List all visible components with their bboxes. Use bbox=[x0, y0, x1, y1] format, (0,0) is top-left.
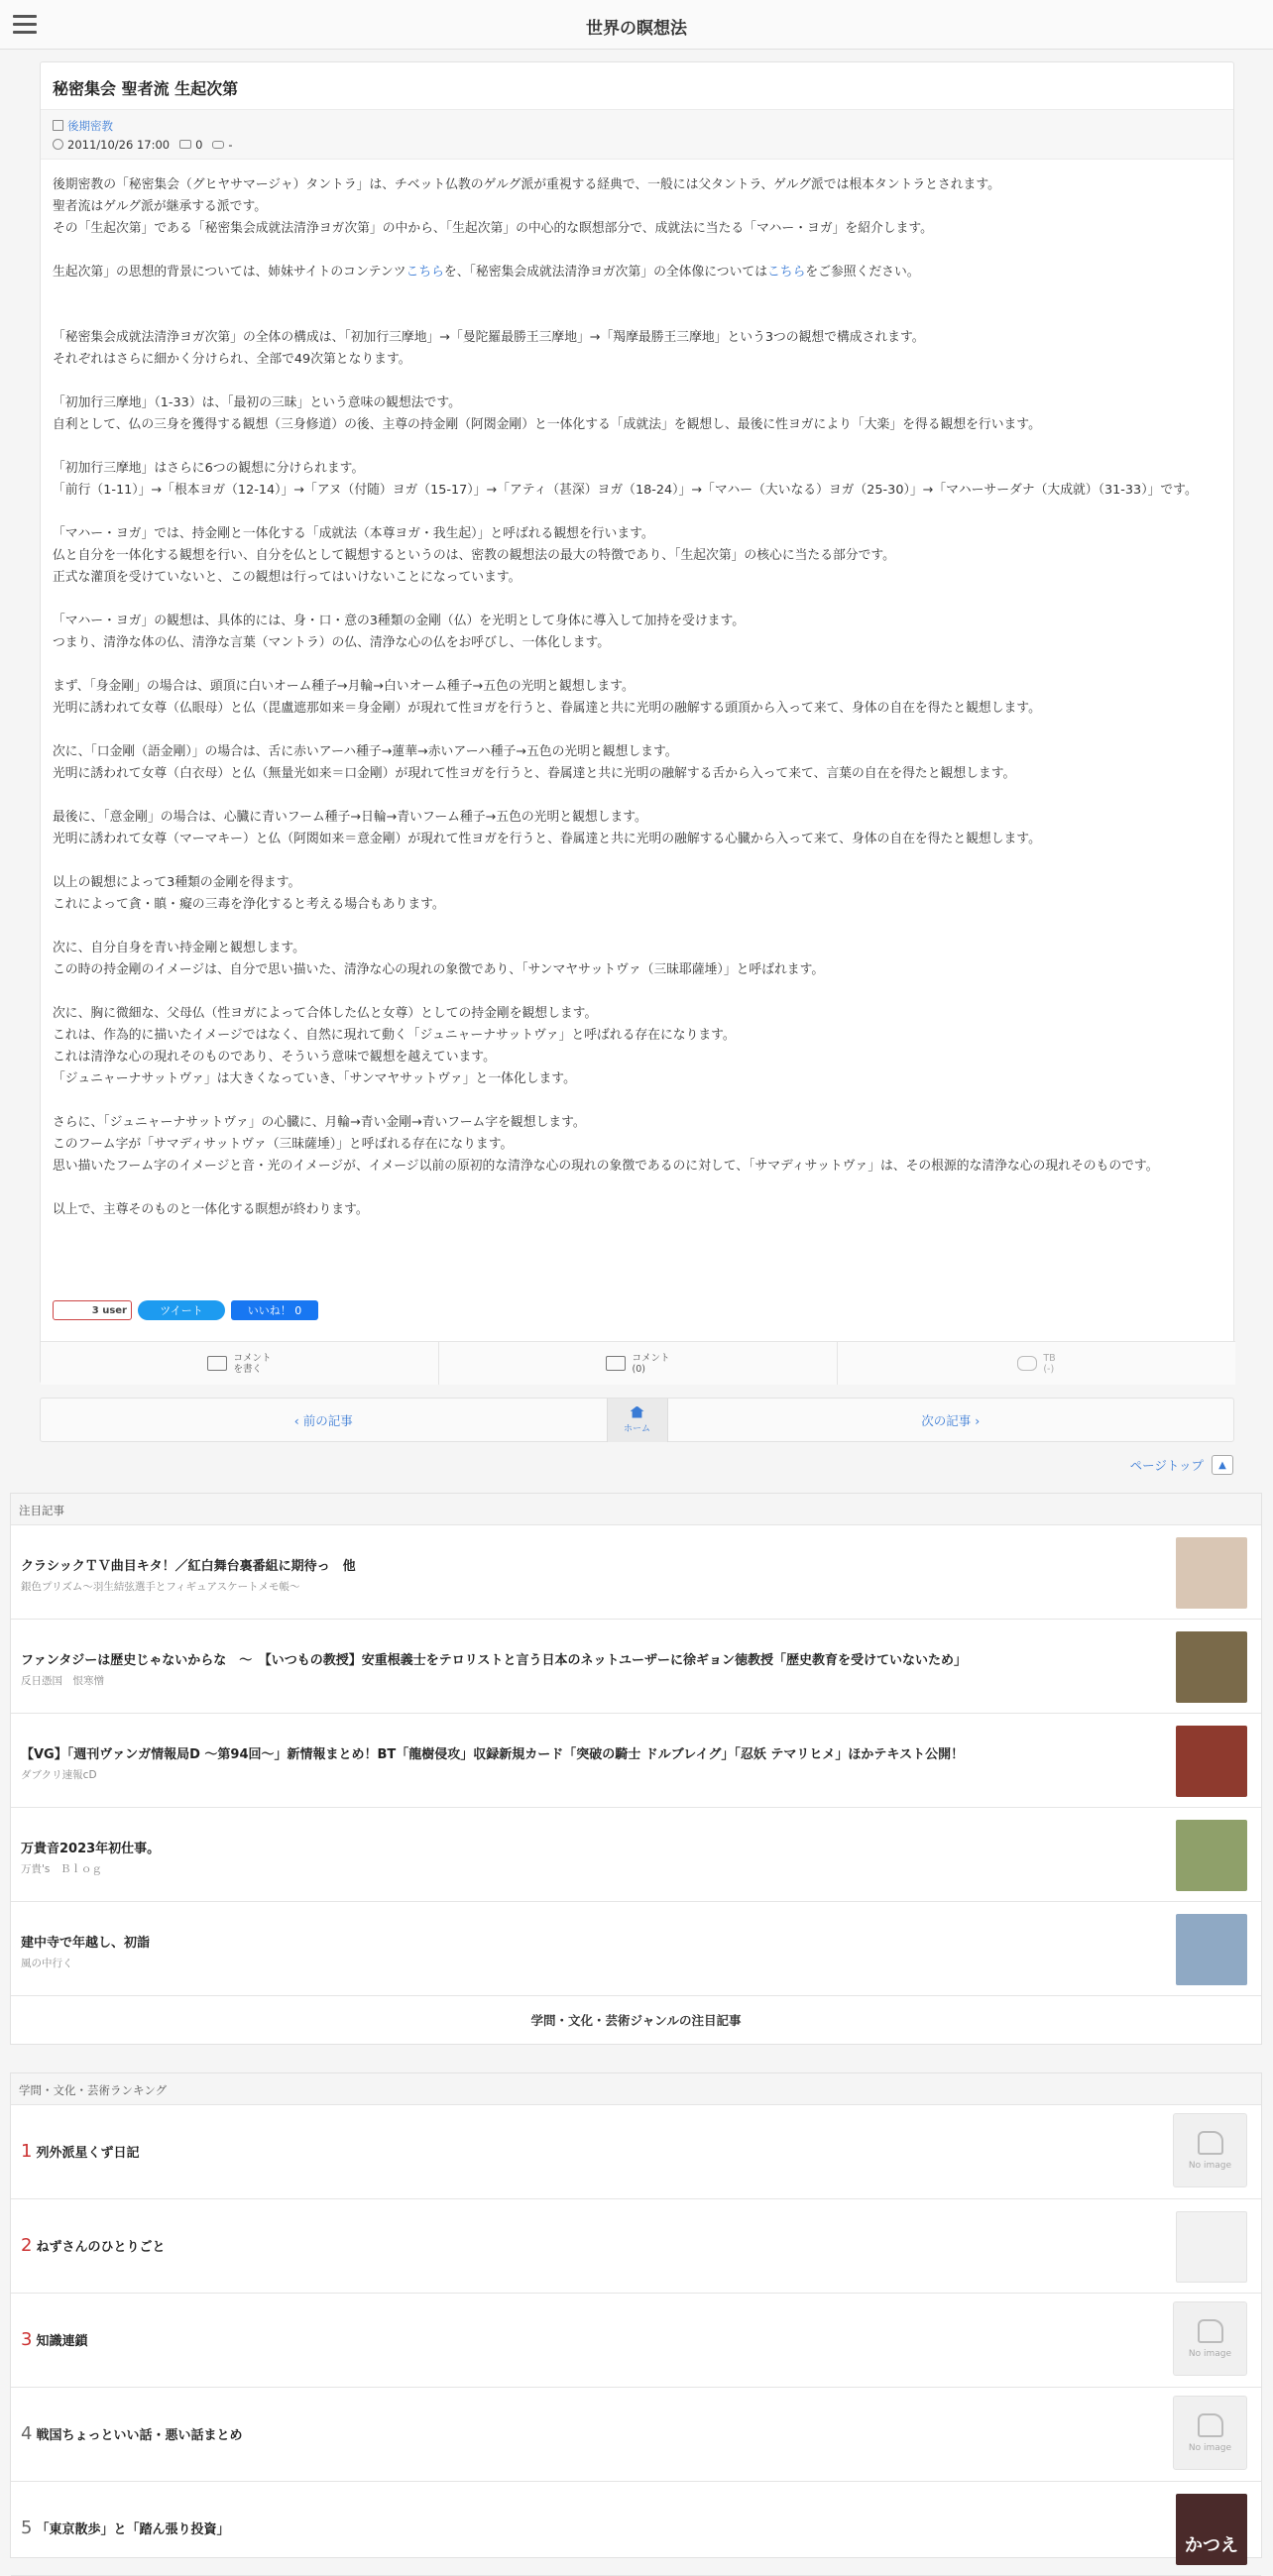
facebook-like-button[interactable]: いいね！ 0 bbox=[231, 1300, 318, 1320]
article-paragraph: 最後に、「意金剛」の場合は、心臓に青いフーム種子→日輪→青いフーム種子→五色の光明と観想します。 光明に誘われて女尊（マーマキー）と仏（阿閦如来＝意金剛）が現れて性ヨガを行うと、眷属達と共に光明の融解する心臓から入って来て、身体の自在を得たと観想します。 bbox=[53, 810, 1041, 846]
rank-number: 1 bbox=[21, 2141, 33, 2162]
article-paragraph: 「初加行三摩地」（1-33）は、「最初の三昧」という意味の観想法です。 自利として、仏の三身を獲得する観想（三身修道）の後、主尊の持金剛（阿閦金剛）と一体化する「成就法」を観想し、最後に性ヨガにより「大楽」を得る観想を行います。 bbox=[53, 395, 1041, 432]
article-title: 秘密集会 聖者流 生起次第 bbox=[41, 62, 1233, 110]
article-paragraph: 生起次第」の思想的背景については、姉妹サイトのコンテンツこちらを、「秘密集会成就法清浄ヨガ次第」の全体像についてはこちらをご参照ください。 bbox=[53, 265, 920, 280]
site-title[interactable]: 世界の瞑想法 bbox=[586, 19, 687, 39]
reference-link[interactable]: こちら bbox=[767, 265, 806, 280]
chevron-up-icon: ▲ bbox=[1212, 1455, 1233, 1475]
ranking-item-thumbnail[interactable] bbox=[1176, 2211, 1247, 2283]
article-paragraph: 次に、自分自身を青い持金剛と観想します。 この時の持金剛のイメージは、自分で思い描いた、清浄な心の現れの象徴であり、「サンマヤサットヴァ（三昧耶薩埵）」と呼ばれます。 bbox=[53, 941, 825, 977]
ranking-item[interactable] bbox=[11, 2199, 1261, 2294]
ranking-item[interactable] bbox=[11, 2482, 1261, 2576]
trackback-count[interactable]: - bbox=[228, 137, 233, 152]
featured-item[interactable] bbox=[11, 1525, 1261, 1620]
comments-icon bbox=[606, 1356, 626, 1371]
article-paragraph: まず、「身金剛」の場合は、頭頂に白いオーム種子→月輪→白いオーム種子→五色の光明と観想します。 光明に誘われて女尊（仏眼母）と仏（毘盧遮那如来＝身金剛）が現れて性ヨガを行うと、眷属達と共に光明の融解する頭頂から入って来て、身体の自在を得たと観想します。 bbox=[53, 679, 1041, 716]
trackback-action-icon bbox=[1017, 1356, 1037, 1371]
article-datetime: 2011/10/26 17:00 bbox=[67, 137, 171, 152]
ranking-item-title[interactable]: 1 列外派星くず日記 bbox=[21, 2141, 140, 2162]
unicorn-icon bbox=[1198, 2413, 1223, 2437]
article-body bbox=[41, 160, 1233, 1221]
featured-item-source: 風の中行く bbox=[21, 1958, 73, 1969]
featured-item-source: 万貴's Ｂｌｏｇ bbox=[21, 1863, 102, 1875]
rank-number: 5 bbox=[21, 2518, 33, 2538]
ranking-item-thumbnail[interactable]: かつえ bbox=[1176, 2494, 1247, 2565]
comments-button[interactable]: コメント (0) bbox=[439, 1342, 838, 1385]
featured-item-title[interactable]: 万貴音2023年初仕事。 bbox=[21, 1842, 161, 1856]
category-link[interactable]: 後期密教 bbox=[67, 118, 113, 133]
article-pager bbox=[40, 1398, 1234, 1442]
category-icon bbox=[53, 120, 63, 131]
article-paragraph: 次に、胸に微細な、父母仏（性ヨガによって合体した仏と女尊）としての持金剛を観想します。 これは、作為的に描いたイメージではなく、自然に現れて動く「ジュニャーナサットヴァ」と呼ばれる存在になります。 これは清浄な心の現れそのものであり、そういう意味で観想を越えています。 「ジュニャーナサットヴァ」は大きくなっていき、「サンマヤサットヴァ」と一体化します。 bbox=[53, 1006, 736, 1086]
clock-icon bbox=[53, 139, 63, 150]
rank-number: 4 bbox=[21, 2423, 33, 2444]
unicorn-icon bbox=[1198, 2131, 1223, 2155]
reference-link[interactable]: こちら bbox=[405, 265, 444, 280]
prev-article-link[interactable]: ‹ 前の記事 bbox=[293, 1412, 353, 1428]
featured-item-thumbnail[interactable] bbox=[1176, 1537, 1247, 1609]
featured-item[interactable] bbox=[11, 1620, 1261, 1714]
write-comment-button[interactable]: コメント を書く bbox=[41, 1342, 439, 1385]
featured-item[interactable] bbox=[11, 1714, 1261, 1808]
ranking-item[interactable] bbox=[11, 2105, 1261, 2199]
featured-more-link[interactable]: 学問・文化・芸術ジャンルの注目記事 bbox=[530, 2013, 742, 2028]
featured-articles-panel bbox=[10, 1493, 1262, 2045]
share-buttons bbox=[53, 1300, 318, 1320]
write-comment-icon bbox=[207, 1356, 227, 1371]
unicorn-icon bbox=[1198, 2319, 1223, 2343]
hatena-bookmark-button[interactable]: 3 user bbox=[53, 1300, 132, 1320]
featured-item-source: 銀色プリズム～羽生結弦選手とフィギュアスケートメモ帳～ bbox=[21, 1581, 300, 1593]
ranking-item-title[interactable]: 5 「東京散歩」と「踏ん張り投資」 bbox=[21, 2518, 230, 2538]
no-image-placeholder[interactable]: No image bbox=[1173, 2301, 1247, 2376]
article-paragraph: さらに、「ジュニャーナサットヴァ」の心臓に、月輪→青い金剛→青いフーム字を観想します。 このフーム字が「サマディサットヴァ（三昧薩埵）」と呼ばれる存在になります。 思い描いたフーム字のイメージと音・光のイメージが、イメージ以前の原初的な清浄な心の現れの象徴であるのに対して、「サマディサットヴァ」は、その根源的な清浄な心の現れそのものです。 bbox=[53, 1115, 1159, 1174]
featured-item-title[interactable]: 建中寺で年越し、初詣 bbox=[21, 1936, 151, 1951]
article-paragraph: 「マハー・ヨガ」では、持金剛と一体化する「成就法（本尊ヨガ・我生起）」と呼ばれる観想を行います。 仏と自分を一体化する観想を行い、自分を仏として観想するというのは、密教の観想法の最大の特徴であり、「生起次第」の核心に当たる部分です。 正式な灌頂を受けていないと、この観想は行ってはいけないことになっています。 bbox=[53, 526, 895, 585]
featured-item[interactable] bbox=[11, 1902, 1261, 1996]
page-top-link[interactable]: ページトップ ▲ bbox=[1130, 1455, 1233, 1475]
ranking-item[interactable] bbox=[11, 2388, 1261, 2482]
featured-item-thumbnail[interactable] bbox=[1176, 1914, 1247, 1985]
top-bar bbox=[0, 0, 1273, 50]
rank-number: 3 bbox=[21, 2329, 33, 2350]
article-paragraph: 「マハー・ヨガ」の観想は、具体的には、身・口・意の3種類の金剛（仏）を光明として身体に導入して加持を受けます。 つまり、清浄な体の仏、清浄な言葉（マントラ）の仏、清浄な心の仏をお呼びし、一体化します。 bbox=[53, 614, 746, 650]
featured-item-title[interactable]: ファンタジーは歴史じゃないからな ～ 【いつもの教授】安重根義士をテロリストと言う日本のネットユーザーに徐ギョン徳教授「歴史教育を受けていないため」 bbox=[21, 1653, 967, 1668]
article-paragraph: 後期密教の「秘密集会（グヒヤサマージャ）タントラ」は、チベット仏教のゲルグ派が重視する経典で、一般には父タントラ、ゲルグ派では根本タントラとされます。 聖者流はゲルグ派が継承する派です。 その「生起次第」である「秘密集会成就法清浄ヨガ次第」の中から、「生起次第」の中心的な瞑想部分で、成就法に当たる「マハー・ヨガ」を紹介します。 bbox=[53, 177, 1000, 236]
home-icon bbox=[631, 1406, 644, 1418]
article-paragraph: 以上で、主尊そのものと一体化する瞑想が終わります。 bbox=[53, 1202, 369, 1217]
featured-item-thumbnail[interactable] bbox=[1176, 1631, 1247, 1703]
rank-number: 2 bbox=[21, 2235, 33, 2256]
next-article-link[interactable]: 次の記事 › bbox=[921, 1412, 981, 1428]
article-paragraph: 以上の観想によって3種類の金剛を得ます。 これによって貪・瞋・癡の三毒を浄化すると考える場合もあります。 bbox=[53, 875, 445, 912]
featured-item-source: ダブクリ速報cD bbox=[21, 1769, 97, 1781]
article-actions bbox=[41, 1341, 1235, 1385]
no-image-placeholder[interactable]: No image bbox=[1173, 2113, 1247, 2187]
featured-item-thumbnail[interactable] bbox=[1176, 1726, 1247, 1797]
comment-icon bbox=[179, 140, 191, 149]
trackback-button: TB (-) bbox=[838, 1342, 1235, 1385]
home-button[interactable]: ホーム bbox=[607, 1399, 668, 1442]
no-image-placeholder[interactable]: No image bbox=[1173, 2396, 1247, 2470]
featured-item-thumbnail[interactable] bbox=[1176, 1820, 1247, 1891]
ranking-panel bbox=[10, 2072, 1262, 2558]
article-paragraph: 次に、「口金剛（語金剛）」の場合は、舌に赤いアーハ種子→蓮華→赤いアーハ種子→五色の光明と観想します。 光明に誘われて女尊（白衣母）と仏（無量光如来＝口金剛）が現れて性ヨガを行うと、眷属達と共に光明の融解する舌から入って来て、言葉の自在を得たと観想します。 bbox=[53, 744, 1016, 781]
featured-item-source: 反日憑国 恨寒憎 bbox=[21, 1675, 104, 1687]
article-card bbox=[40, 61, 1234, 1384]
comment-count[interactable]: 0 bbox=[195, 137, 203, 152]
article-paragraph: 「初加行三摩地」はさらに6つの観想に分けられます。 「前行（1-11）」→「根本ヨガ（12-14）」→「アヌ（付随）ヨガ（15-17）」→「アティ（甚深）ヨガ（18-24）」→「マハー（大いなる）ヨガ（25-30）」→「マハーサーダナ（大成就）（31-33）」です。 bbox=[53, 461, 1198, 498]
ranking-heading: 学問・文化・芸術ランキング bbox=[11, 2073, 1261, 2105]
featured-item[interactable] bbox=[11, 1808, 1261, 1902]
article-paragraph: 「秘密集会成就法清浄ヨガ次第」の全体の構成は、「初加行三摩地」→「曼陀羅最勝王三摩地」→「羯摩最勝王三摩地」という3つの観想で構成されます。 それぞれはさらに細かく分けられ、全部で49次第となります。 bbox=[53, 330, 925, 367]
ranking-item-title[interactable]: 4 戦国ちょっといい話・悪い話まとめ bbox=[21, 2423, 243, 2444]
featured-heading: 注目記事 bbox=[11, 1494, 1261, 1525]
trackback-icon bbox=[212, 141, 224, 149]
featured-item-title[interactable]: 【VG】「週刊ヴァンガ情報局D ～第94回～」新情報まとめ！BT「龍樹侵攻」収録新規カード「突破の騎士 ドルブレイグ」「忍妖 テマリヒメ」ほかテキスト公開！ bbox=[21, 1747, 965, 1762]
tweet-button[interactable]: ツイート bbox=[138, 1300, 225, 1320]
ranking-item-title[interactable]: 3 知識連鎖 bbox=[21, 2329, 88, 2350]
ranking-item[interactable] bbox=[11, 2294, 1261, 2388]
ranking-item-title[interactable]: 2 ねずさんのひとりごと bbox=[21, 2235, 166, 2256]
article-meta bbox=[41, 110, 1233, 160]
featured-item-title[interactable]: クラシックＴＶ曲目キタ！／紅白舞台裏番組に期待っ 他 bbox=[21, 1559, 356, 1574]
